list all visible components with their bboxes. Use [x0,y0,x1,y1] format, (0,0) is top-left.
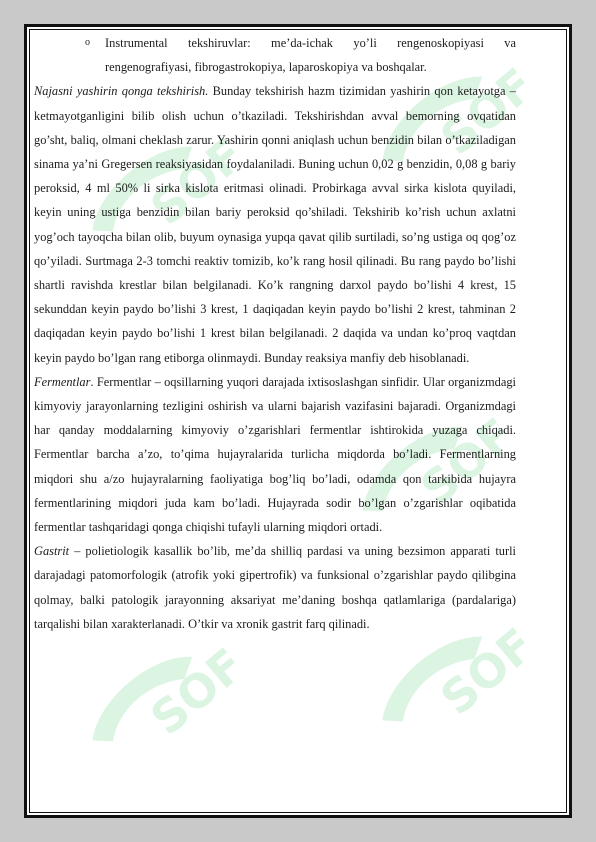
term-heading: Gastrit [34,544,70,559]
term-heading: Fermentlar [34,374,91,389]
paragraph-text: . Fermentlar – oqsillarning yuqori darajada ixtisoslashgan sinfidir. Ular organizmdagi kimyoviy jarayonlarning tezligini oshirish va ularni bajarish vazifasini bajaradi. Organizmdagi har qanday moddalarning kimyoviy o’zgarishlari fermentlar ishtirokida yuzaga chiqadi. Fermentlar barcha a’zo, to’qima hujayralarida turlicha miqdorda bo’ladi. Fermentlarning miqdori shu a/zo hujayralarning faoliyatiga bog’liq bo’ladi, odamda qon tarkibida hujayra fermentlarining miqdori juda kam bo’ladi. Hujayrada sodir bo’lgan o’zgarishlar oqibatida fermentlar tashqaridagi qonga chiqishi tufayli ularning miqdori ortadi. [34,374,516,535]
document-body [34,31,516,636]
paragraph-text: Bunday tekshirish hazm tizimidan yashirin qon ketayotga – ketmayotganligini bilib olish uchun o’tkaziladi. Tekshirishdan avval bemorning ovqatidan go’sht, baliq, olmani cheklash zarur. Yashirin qonni aniqlash uchun benzidin bilan o’tkaziladigan sinama ya’ni Gregersen reaksiyasidan foydalaniladi. Buning uchun 0,02 g benzidin, 0,08 g bariy peroksid, 4 ml 50% li sirka kislota eritmasi olinadi. Probirkaga avval sirka kislota quyiladi, keyin uning ustiga benzidin bilan bariy peroksid qo’shiladi. Tekshirib ko’rish uchun axlatni yog’och tayoqcha bilan olib, buyum oynasiga yupqa qavat qilib surtiladi, so’ng ustiga oq qog’oz qo’yiladi. Surtmaga 2-3 tomchi reaktiv tomizib, ko’k rang hosil qilinadi. Bu rang paydo bo’lishi shartli ravishda krestlar bilan belgilanadi. Ko’k rangning darxol paydo bo’lishi 4 krest, 15 sekunddan keyin paydo bo’lishi 3 krest, 1 daqiqadan keyin paydo bo’lishi 2 krest, tahminan 2 daqiqadan keyin paydo bo’lishi 1 krest bilan belgilanadi. 2 daqida va undan ko’proq vaqtdan keyin paydo bo’lgan rang etiborga olinmaydi. Bunday reaksiya manfiy deb hisoblanadi. [34,84,516,365]
paragraph-hidden-blood-test [34,79,516,369]
bullet-marker: o [85,37,90,48]
bullet-text: Instrumental tekshiruvlar: me’da-ichak yo’li rengenoskopiyasi va rengenografiyasi, fibrogastrokopiya, laparoskopiya va boshqalar. [105,36,516,75]
paragraph-enzymes [34,370,516,539]
term-heading: Najasni yashirin qonga tekshirish. [34,84,209,99]
paragraph-text: – polietiologik kasallik bo’lib, me’da shilliq pardasi va uning bezsimon apparati turli darajadagi patomorfologik (atrofik yoki gipertrofik) va funksional o’zgarishlar paydo qilibgina qolmay, balki patologik jarayonning aksariyat me’daning boshqa qatlamlariga (pardalariga) tarqalishi bilan xarakterlanadi. O’tkir va xronik gastrit farq qilinadi. [34,544,516,631]
bullet-item [34,31,516,79]
paragraph-gastritis [34,539,516,636]
